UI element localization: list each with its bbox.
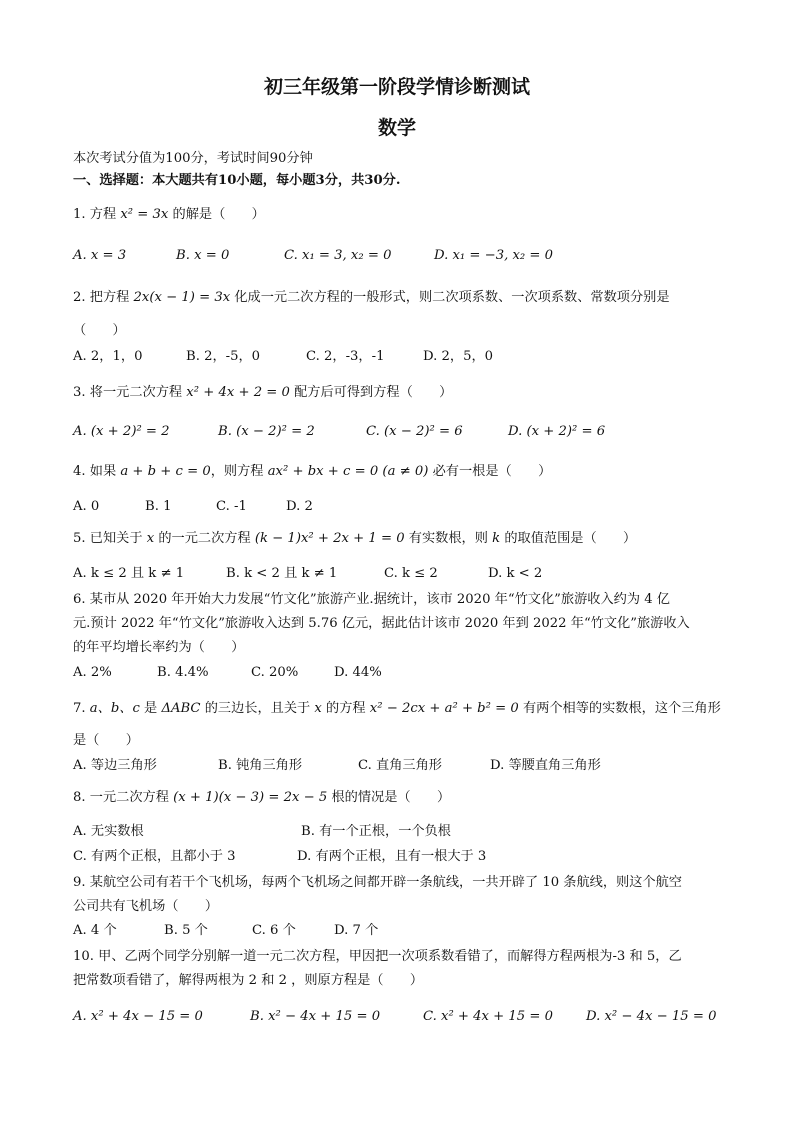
q2-option-a: A. 2，1，0: [73, 349, 143, 364]
q10-option-c: C. x² + 4x + 15 = 0: [423, 1009, 554, 1024]
q2-option-b: B. 2，-5，0: [186, 349, 261, 364]
q6-option-c: C. 20%: [251, 665, 299, 680]
math-expression: a、b、c: [89, 701, 140, 716]
math-expression: a + b + c = 0: [120, 464, 211, 479]
q3-option-d: D. (x + 2)² = 6: [508, 424, 606, 439]
math-expression: x: [314, 701, 322, 716]
q8-option-c: C. 有两个正根，且都小于 3: [73, 849, 236, 864]
question-7-stem: 7. a、b、c 是 ΔABC 的三边长，且关于 x 的方程 x² − 2cx + a² + b² = 0 有两个相等的实数根，这个三角形: [73, 701, 721, 716]
q6-option-b: B. 4.4%: [157, 665, 209, 680]
question-6-line2: 元.预计 2022 年“竹文化”旅游收入达到 5.76 亿元，据此估计该市 2020 年到 2022 年“竹文化”旅游收入: [73, 616, 690, 631]
question-6-line3: 的年平均增长率约为（ ）: [73, 640, 245, 655]
q4-option-b: B. 1: [145, 499, 172, 514]
question-2-stem: 2. 把方程 2x(x − 1) = 3x 化成一元二次方程的一般形式，则二次项系数、一次项系数、常数项分别是: [73, 290, 670, 305]
q5-option-a: A. k ≤ 2 且 k ≠ 1: [73, 566, 185, 581]
q8-option-d: D. 有两个正根，且有一根大于 3: [297, 849, 487, 864]
q10-option-b: B. x² − 4x + 15 = 0: [250, 1009, 381, 1024]
math-expression: (k − 1)x² + 2x + 1 = 0: [254, 531, 405, 546]
math-expression: k: [492, 531, 501, 546]
q1-option-d: D. x₁ = −3, x₂ = 0: [434, 248, 554, 263]
q9-option-c: C. 6 个: [252, 923, 296, 938]
q3-option-b: B. (x − 2)² = 2: [218, 424, 315, 439]
question-10-line2: 把常数项看错了，解得两根为 2 和 2 ，则原方程是（ ）: [73, 973, 424, 988]
q7-option-b: B. 钝角三角形: [218, 758, 303, 773]
q7-option-d: D. 等腰直角三角形: [490, 758, 601, 773]
q10-option-a: A. x² + 4x − 15 = 0: [73, 1009, 203, 1024]
q8-option-b: B. 有一个正根，一个负根: [301, 824, 451, 839]
question-7-stem-line2: 是（ ）: [73, 733, 139, 748]
q9-option-b: B. 5 个: [164, 923, 208, 938]
q5-option-b: B. k < 2 且 k ≠ 1: [226, 566, 338, 581]
question-9-line2: 公司共有飞机场（ ）: [73, 899, 219, 914]
question-3-stem: 3. 将一元二次方程 x² + 4x + 2 = 0 配方后可得到方程（ ）: [73, 385, 453, 400]
q2-option-c: C. 2，-3，-1: [306, 349, 385, 364]
exam-intro: 本次考试分值为100分，考试时间90分钟: [73, 151, 313, 166]
q10-option-d: D. x² − 4x − 15 = 0: [586, 1009, 717, 1024]
subject-title: 数学: [377, 117, 416, 139]
math-expression: ΔABC: [161, 701, 201, 716]
q2-option-d: D. 2，5，0: [423, 349, 494, 364]
q6-option-a: A. 2%: [73, 665, 112, 680]
q9-option-d: D. 7 个: [334, 923, 379, 938]
q4-option-a: A. 0: [73, 499, 100, 514]
question-9-line1: 9. 某航空公司有若干个飞机场，每两个飞机场之间都开辟一条航线，一共开辟了 10 条航线，则这个航空: [73, 875, 682, 890]
math-expression: ax² + bx + c = 0 (a ≠ 0): [267, 464, 429, 479]
exam-title: 初三年级第一阶段学情诊断测试: [263, 76, 530, 98]
q6-option-d: D. 44%: [334, 665, 382, 680]
question-8-stem: 8. 一元二次方程 (x + 1)(x − 3) = 2x − 5 根的情况是（ ）: [73, 790, 451, 805]
math-expression: x² − 2cx + a² + b² = 0: [369, 701, 519, 716]
q1-option-c: C. x₁ = 3, x₂ = 0: [284, 248, 392, 263]
q3-option-c: C. (x − 2)² = 6: [366, 424, 463, 439]
q1-option-a: A. x = 3: [73, 248, 127, 263]
math-expression: (x + 1)(x − 3) = 2x − 5: [173, 790, 328, 805]
q9-option-a: A. 4 个: [73, 923, 117, 938]
q1-option-b: B. x = 0: [176, 248, 230, 263]
math-expression: x: [146, 531, 155, 546]
question-2-stem-line2: （ ）: [73, 323, 126, 338]
q5-option-d: D. k < 2: [488, 566, 543, 581]
q7-option-c: C. 直角三角形: [358, 758, 442, 773]
q4-option-c: C. -1: [216, 499, 247, 514]
section-heading: 一、选择题：本大题共有10小题，每小题3分，共30分.: [73, 173, 401, 188]
math-expression: x² + 4x + 2 = 0: [186, 385, 290, 400]
question-10-line1: 10. 甲、乙两个同学分别解一道一元二次方程，甲因把一次项系数看错了，而解得方程两根为-3 和 5，乙: [73, 949, 682, 964]
q3-option-a: A. (x + 2)² = 2: [73, 424, 170, 439]
math-expression: 2x(x − 1) = 3x: [133, 290, 231, 305]
question-4-stem: 4. 如果 a + b + c = 0，则方程 ax² + bx + c = 0 (a ≠ 0) 必有一根是（ ）: [73, 464, 552, 479]
math-expression: x² = 3x: [120, 207, 169, 222]
question-5-stem: 5. 已知关于 x 的一元二次方程 (k − 1)x² + 2x + 1 = 0 有实数根，则 k 的取值范围是（ ）: [73, 531, 637, 546]
q4-option-d: D. 2: [286, 499, 313, 514]
q7-option-a: A. 等边三角形: [73, 758, 157, 773]
q8-option-a: A. 无实数根: [73, 824, 144, 839]
q5-option-c: C. k ≤ 2: [384, 566, 438, 581]
question-1-stem: 1. 方程 x² = 3x 的解是（ ）: [73, 207, 265, 222]
question-6-line1: 6. 某市从 2020 年开始大力发展“竹文化”旅游产业.据统计，该市 2020 年“竹文化”旅游收入约为 4 亿: [73, 592, 670, 607]
